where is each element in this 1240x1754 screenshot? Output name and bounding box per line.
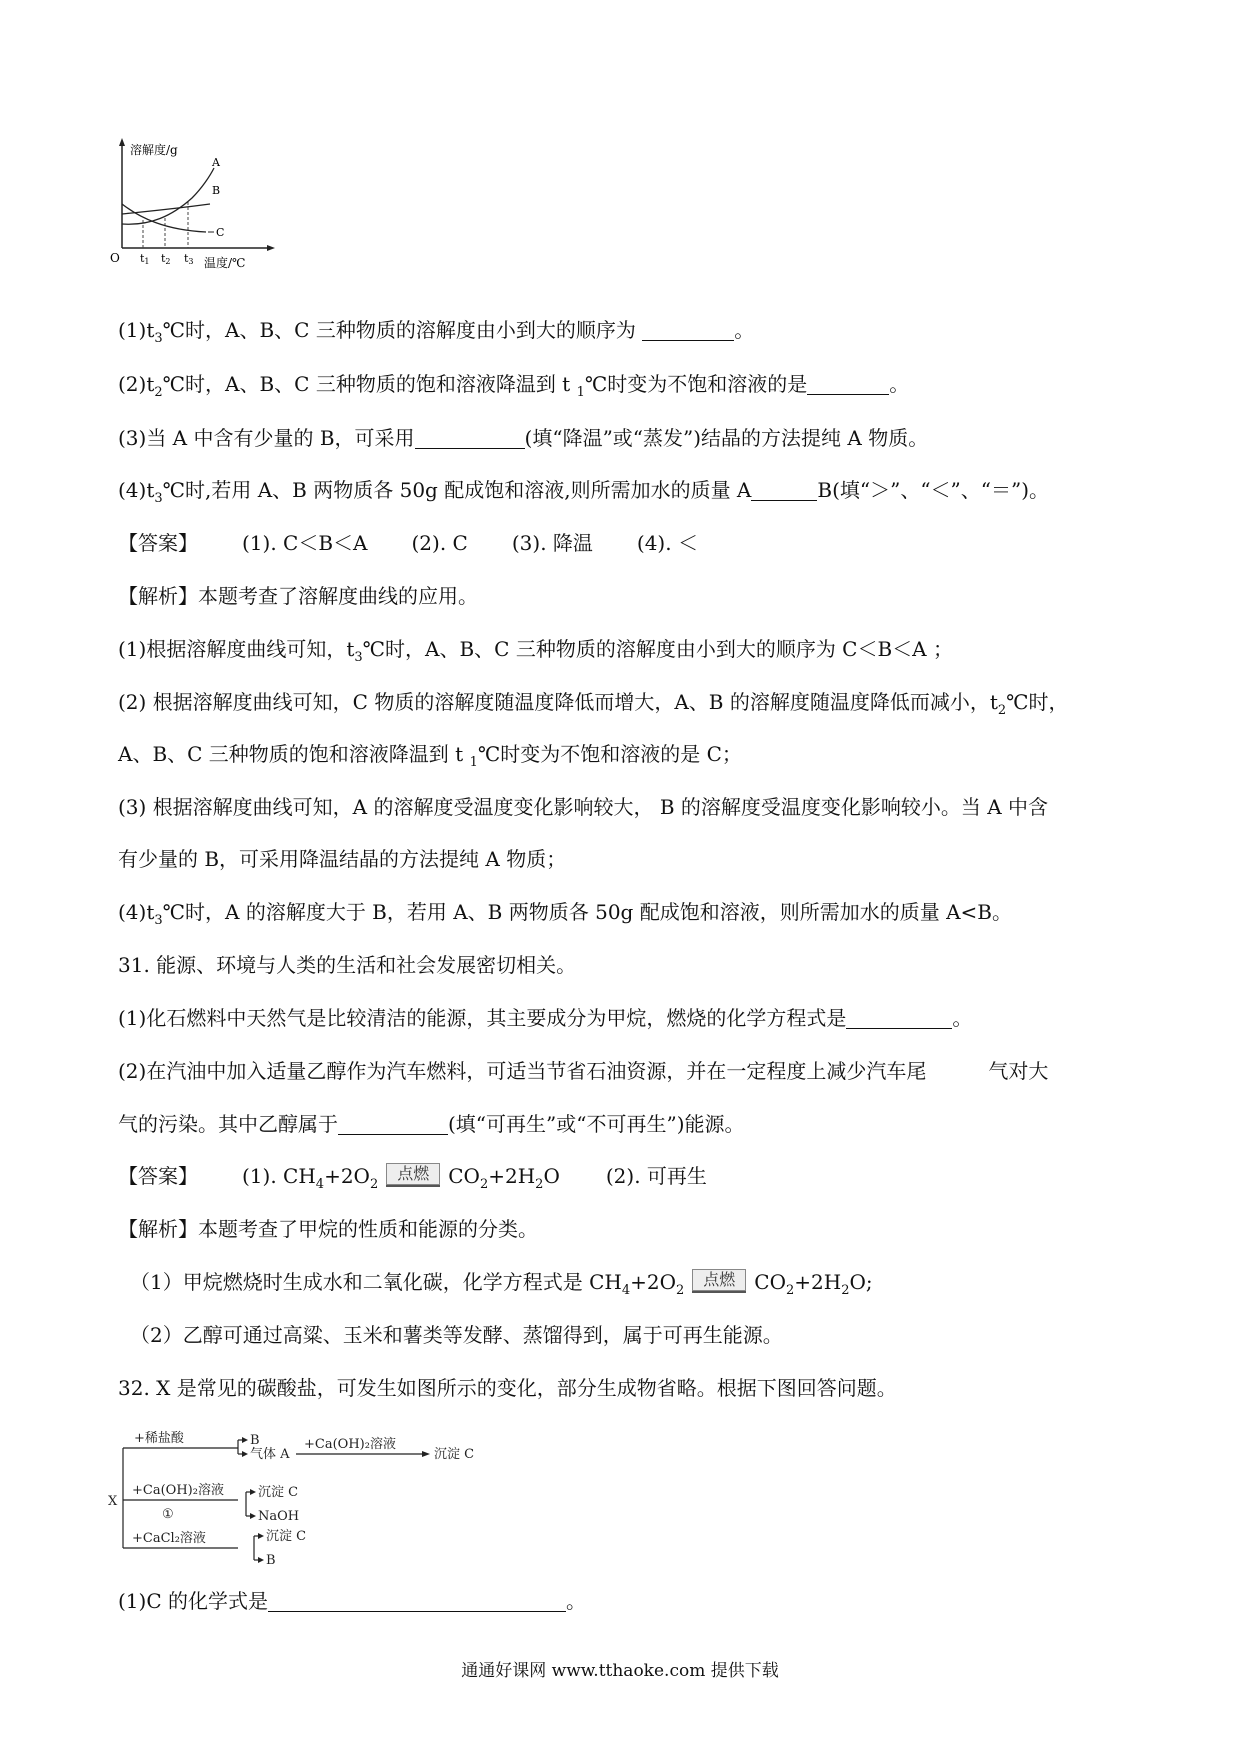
- q31-question-2: (2)在汽油中加入适量乙醇作为汽车燃料，可适当节省石油资源，并在一定程度上减少汽车尾 气对大: [118, 1059, 1049, 1083]
- y-axis-label: 溶解度/g: [130, 143, 178, 157]
- x-axis-label: 温度/℃: [204, 256, 246, 270]
- curve-a: [122, 168, 214, 224]
- series-label-a: A: [212, 156, 220, 169]
- step-marker: ①: [162, 1507, 174, 1522]
- q31-answer: 【答案】 (1). $CH_4+2O_2$ 点燃 $CO_2+2H_2O$ (2). 可再生: [118, 1164, 707, 1192]
- answer-blank[interactable]: [268, 1589, 566, 1612]
- q30-question-2: $(2)t_2℃$时，A、B、C 三种物质的饱和溶液降温到 t $_1$℃时变为不饱和溶液的是 。: [118, 372, 910, 400]
- q31-analysis-line: （1）甲烷燃烧时生成水和二氧化碳，化学方程式是 $CH_4+2O_2$ 点燃 $CO_2+2H_2O$;: [130, 1270, 873, 1298]
- q30-analysis-line: (2) 根据溶解度曲线可知，C 物质的溶解度随温度降低而增大，A、B 的溶解度随温度降低而减小，$t_2℃$时，: [118, 690, 1069, 718]
- product-precipitate-c: 沉淀 C: [434, 1447, 475, 1462]
- curve-c: [122, 204, 206, 232]
- q31-analysis-intro: 【解析】本题考查了甲烷的性质和能源的分类。: [118, 1217, 538, 1241]
- tick-t3: t3: [184, 252, 194, 266]
- product-gas-a: 气体 A: [250, 1447, 290, 1462]
- product-precipitate-c: 沉淀 C: [258, 1485, 299, 1500]
- x-label: X: [108, 1494, 118, 1509]
- answer-blank[interactable]: [338, 1112, 448, 1135]
- q30-analysis-line: (1)根据溶解度曲线可知，$t_3℃$时，A、B、C 三种物质的溶解度由小到大的顺序为 C＜B＜A ；: [118, 637, 953, 665]
- tick-t2: t2: [161, 252, 171, 266]
- q30-question-1: $(1)t_3℃$时，A、B、C 三种物质的溶解度由小到大的顺序为 。: [118, 318, 755, 346]
- series-label-b: B: [212, 184, 221, 197]
- q30-analysis-line: A、B、C 三种物质的饱和溶液降温到 t $_1$℃时变为不饱和溶液的是 C；: [118, 742, 742, 770]
- answer-blank[interactable]: [807, 372, 889, 395]
- q30-analysis-line: 有少量的 B，可采用降温结晶的方法提纯 A 物质；: [118, 847, 567, 871]
- product-b: B: [266, 1553, 276, 1568]
- q30-answer: 【答案】 (1). C＜B＜A (2). C (3). 降温 (4). ＜: [118, 531, 698, 555]
- q30-analysis-line: (3) 根据溶解度曲线可知，A 的溶解度受温度变化影响较大， B 的溶解度受温度变化影响较小。当 A 中含: [118, 795, 1049, 819]
- q31-analysis-line: （2）乙醇可通过高粱、玉米和薯类等发酵、蒸馏得到，属于可再生能源。: [130, 1323, 783, 1347]
- reaction-flow-diagram: [108, 1410, 528, 1580]
- q30-question-3: (3)当 A 中含有少量的 B，可采用 (填“降温”或“蒸发”)结晶的方法提纯 A 物质。: [118, 426, 929, 450]
- q30-analysis-intro: 【解析】本题考查了溶解度曲线的应用。: [118, 584, 478, 608]
- answer-blank[interactable]: [846, 1006, 952, 1029]
- tick-t1: t1: [140, 252, 150, 266]
- page-footer: 通通好课网 www.tthaoke.com 提供下载: [461, 1661, 779, 1681]
- answer-blank[interactable]: [642, 318, 734, 341]
- product-b: B: [250, 1433, 260, 1448]
- q31-stem: 31. 能源、环境与人类的生活和社会发展密切相关。: [118, 953, 577, 977]
- answer-blank[interactable]: [751, 478, 817, 501]
- reaction-condition: 点燃: [692, 1269, 746, 1295]
- reagent-caoh2-b: +Ca(OH)₂溶液: [132, 1483, 224, 1498]
- x-axis-arrow: [267, 245, 275, 251]
- y-axis-arrow: [119, 138, 125, 146]
- q30-question-4: $(4)t_3℃$时,若用 A、B 两物质各 50g 配成饱和溶液,则所需加水的质量 A B(填“＞”、“＜”、“＝”)。: [118, 478, 1050, 506]
- product-precipitate-c: 沉淀 C: [266, 1529, 307, 1544]
- q32-question-1: (1)C 的化学式是 。: [118, 1589, 586, 1613]
- q30-analysis-line: $(4)t_3℃$时，A 的溶解度大于 B，若用 A、B 两物质各 50g 配成饱和溶液，则所需加水的质量 A<B。: [118, 900, 1012, 928]
- product-naoh: NaOH: [258, 1509, 300, 1524]
- reaction-condition: 点燃: [386, 1163, 440, 1189]
- reagent-caoh2-a: +Ca(OH)₂溶液: [304, 1437, 396, 1452]
- q31-question-1: (1)化石燃料中天然气是比较清洁的能源，其主要成分为甲烷，燃烧的化学方程式是 。: [118, 1006, 973, 1030]
- series-label-c: C: [216, 226, 225, 239]
- solubility-chart: [110, 136, 280, 271]
- q32-stem: 32. X 是常见的碳酸盐，可发生如图所示的变化，部分生成物省略。根据下图回答问题。: [118, 1376, 897, 1400]
- origin-label: O: [110, 251, 120, 265]
- q31-question-2-cont: 气的污染。其中乙醇属于 (填“可再生”或“不可再生”)能源。: [118, 1112, 745, 1136]
- reagent-cacl2: +CaCl₂溶液: [132, 1531, 206, 1546]
- answer-blank[interactable]: [415, 426, 525, 449]
- reagent-hcl: +稀盐酸: [134, 1431, 184, 1446]
